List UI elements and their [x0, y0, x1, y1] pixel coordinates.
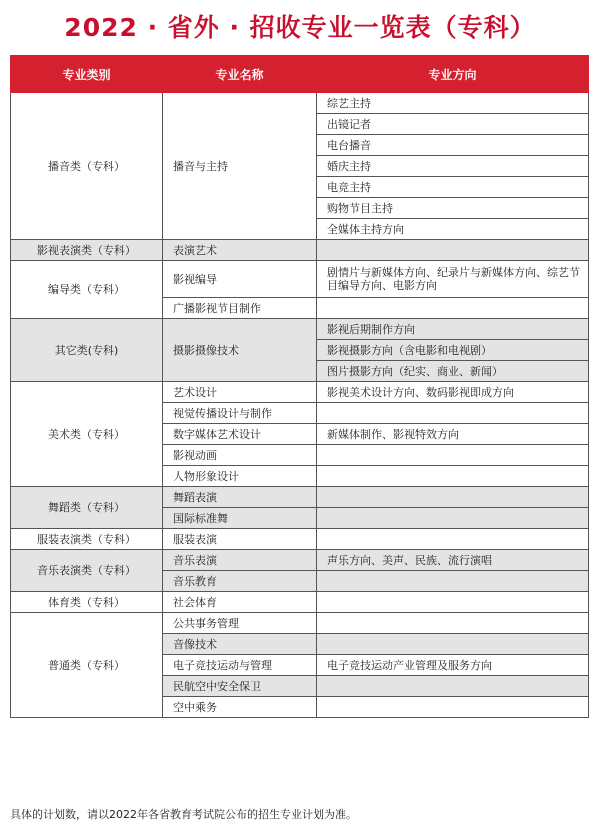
major-cell: 视觉传播设计与制作: [163, 403, 317, 424]
direction-cell: 声乐方向、美声、民族、流行演唱: [317, 550, 589, 571]
direction-cell: [317, 676, 589, 697]
direction-cell: 影视美术设计方向、数码影视即成方向: [317, 382, 589, 403]
direction-cell: [317, 592, 589, 613]
major-cell: 影视动画: [163, 445, 317, 466]
major-cell: 国际标准舞: [163, 508, 317, 529]
major-cell: 摄影摄像技术: [163, 319, 317, 382]
direction-cell: [317, 697, 589, 718]
direction-cell: 综艺主持: [317, 93, 589, 114]
direction-cell: [317, 529, 589, 550]
major-cell: 广播影视节目制作: [163, 298, 317, 319]
majors-table: [10, 55, 589, 718]
direction-cell: [317, 487, 589, 508]
category-cell: 编导类（专科）: [11, 261, 163, 319]
major-cell: 电子竞技运动与管理: [163, 655, 317, 676]
direction-cell: 新媒体制作、影视特效方向: [317, 424, 589, 445]
major-cell: 音乐表演: [163, 550, 317, 571]
footnote: 具体的计划数，请以2022年各省教育考试院公布的招生专业计划为准。: [10, 808, 357, 821]
table-row: [11, 592, 589, 613]
category-cell: 播音类（专科）: [11, 93, 163, 240]
direction-cell: 电竞主持: [317, 177, 589, 198]
major-cell: 数字媒体艺术设计: [163, 424, 317, 445]
direction-cell: [317, 613, 589, 634]
header-direction: 专业方向: [317, 56, 589, 93]
direction-cell: [317, 571, 589, 592]
direction-cell: 影视摄影方向（含电影和电视剧）: [317, 340, 589, 361]
major-cell: 服装表演: [163, 529, 317, 550]
table-row: [11, 550, 589, 571]
category-cell: 音乐表演类（专科）: [11, 550, 163, 592]
major-cell: 舞蹈表演: [163, 487, 317, 508]
major-cell: 公共事务管理: [163, 613, 317, 634]
header-category: 专业类别: [11, 56, 163, 93]
table-row: [11, 487, 589, 508]
table-row: [11, 382, 589, 403]
table-header-row: [11, 56, 589, 93]
category-cell: 影视表演类（专科）: [11, 240, 163, 261]
major-cell: 影视编导: [163, 261, 317, 298]
direction-cell: 剧情片与新媒体方向、纪录片与新媒体方向、综艺节目编导方向、电影方向: [317, 261, 589, 298]
category-cell: 普通类（专科）: [11, 613, 163, 718]
table-row: [11, 613, 589, 634]
direction-cell: 全媒体主持方向: [317, 219, 589, 240]
major-cell: 播音与主持: [163, 93, 317, 240]
direction-cell: [317, 445, 589, 466]
major-cell: 音乐教育: [163, 571, 317, 592]
direction-cell: 婚庆主持: [317, 156, 589, 177]
major-cell: 社会体育: [163, 592, 317, 613]
direction-cell: 影视后期制作方向: [317, 319, 589, 340]
major-cell: 人物形象设计: [163, 466, 317, 487]
category-cell: 其它类(专科): [11, 319, 163, 382]
table-row: [11, 319, 589, 340]
direction-cell: 购物节目主持: [317, 198, 589, 219]
major-cell: 音像技术: [163, 634, 317, 655]
direction-cell: [317, 508, 589, 529]
table-row: [11, 93, 589, 114]
category-cell: 服装表演类（专科）: [11, 529, 163, 550]
direction-cell: [317, 298, 589, 319]
category-cell: 体育类（专科）: [11, 592, 163, 613]
direction-cell: [317, 240, 589, 261]
direction-cell: 图片摄影方向（纪实、商业、新闻）: [317, 361, 589, 382]
page-title: 2022 · 省外 · 招收专业一览表（专科）: [64, 13, 536, 42]
category-cell: 美术类（专科）: [11, 382, 163, 487]
major-cell: 民航空中安全保卫: [163, 676, 317, 697]
direction-cell: 出镜记者: [317, 114, 589, 135]
direction-cell: 电子竞技运动产业管理及服务方向: [317, 655, 589, 676]
table-row: [11, 529, 589, 550]
table-row: [11, 240, 589, 261]
major-cell: 空中乘务: [163, 697, 317, 718]
major-cell: 表演艺术: [163, 240, 317, 261]
category-cell: 舞蹈类（专科）: [11, 487, 163, 529]
major-cell: 艺术设计: [163, 382, 317, 403]
direction-cell: [317, 466, 589, 487]
direction-cell: [317, 403, 589, 424]
direction-cell: 电台播音: [317, 135, 589, 156]
header-major: 专业名称: [163, 56, 317, 93]
direction-cell: [317, 634, 589, 655]
table-row: [11, 261, 589, 298]
